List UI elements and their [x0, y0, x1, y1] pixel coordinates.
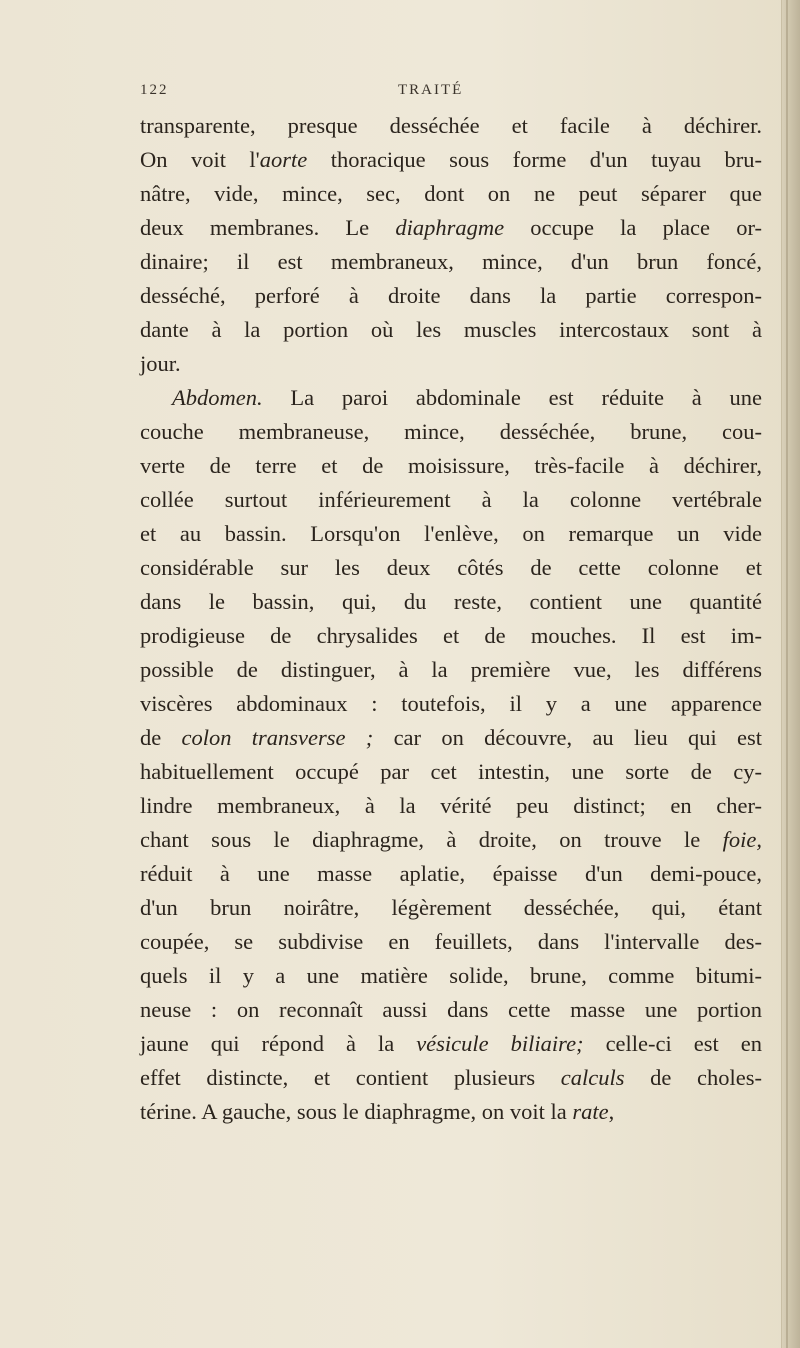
text-line	[140, 483, 762, 517]
body-text	[140, 109, 762, 1129]
text-line	[140, 1061, 762, 1095]
text-run: considérable sur les deux côtés de cette colonne et	[140, 555, 762, 580]
italic-term: aorte	[259, 147, 308, 172]
text-run: transparente, presque desséchée et facile à déchirer.	[140, 113, 762, 138]
text-line	[140, 823, 762, 857]
text-line	[140, 959, 762, 993]
text-run: habituellement occupé par cet intestin, une sorte de cy-	[140, 759, 762, 784]
text-run: viscères abdominaux : toutefois, il y a une apparence	[140, 691, 762, 716]
text-line	[140, 517, 762, 551]
text-run: verte de terre et de moisissure, très-facile à déchirer,	[140, 453, 762, 478]
text-run: La paroi abdominale est réduite à une	[262, 385, 762, 410]
text-run: réduit à une masse aplatie, épaisse d'un demi-pouce,	[140, 861, 762, 886]
text-line	[140, 449, 762, 483]
text-line	[140, 619, 762, 653]
text-run: couche membraneuse, mince, desséchée, brune, cou-	[140, 419, 762, 444]
text-line	[140, 313, 762, 347]
text-line	[140, 653, 762, 687]
text-run: dans le bassin, qui, du reste, contient une quantité	[140, 589, 762, 614]
italic-term: colon transverse ;	[181, 725, 374, 750]
text-line	[140, 347, 762, 381]
text-run: chant sous le diaphragme, à droite, on trouve le	[140, 827, 723, 852]
text-line	[140, 687, 762, 721]
text-line	[140, 415, 762, 449]
italic-term: Abdomen.	[172, 385, 263, 410]
text-line	[140, 857, 762, 891]
text-run: thoracique sous forme d'un tuyau bru-	[307, 147, 763, 172]
text-line	[140, 109, 762, 143]
text-run: occupe la place or-	[504, 215, 762, 240]
text-run: quels il y a une matière solide, brune, comme bitumi-	[140, 963, 762, 988]
italic-term: foie,	[722, 827, 762, 852]
text-run: dante à la portion où les muscles intercostaux sont à	[140, 317, 762, 342]
text-run: térine. A gauche, sous le diaphragme, on voit la	[140, 1099, 573, 1124]
text-run: prodigieuse de chrysalides et de mouches. Il est im-	[140, 623, 762, 648]
text-line	[140, 891, 762, 925]
text-run: celle-ci est en	[583, 1031, 762, 1056]
text-line	[140, 245, 762, 279]
text-run: d'un brun noirâtre, légèrement desséchée, qui, étant	[140, 895, 762, 920]
text-line	[140, 925, 762, 959]
text-line	[140, 755, 762, 789]
text-run: On voit l'	[140, 147, 260, 172]
italic-term: vésicule biliaire;	[416, 1031, 584, 1056]
page-number: 122	[140, 82, 169, 98]
text-line	[140, 721, 762, 755]
running-title: TRAITÉ	[398, 82, 464, 98]
text-run: collée surtout inférieurement à la colonne vertébrale	[140, 487, 762, 512]
running-head	[140, 82, 760, 106]
text-run: dinaire; il est membraneux, mince, d'un brun foncé,	[140, 249, 762, 274]
text-run: deux membranes. Le	[140, 215, 396, 240]
text-run: nâtre, vide, mince, sec, dont on ne peut séparer que	[140, 181, 762, 206]
text-line	[140, 177, 762, 211]
text-run: possible de distinguer, à la première vue, les différens	[140, 657, 762, 682]
italic-term: diaphragme	[395, 215, 505, 240]
italic-term: rate	[572, 1099, 609, 1124]
text-line	[140, 1095, 762, 1129]
text-run: lindre membraneux, à la vérité peu distinct; en cher-	[140, 793, 762, 818]
text-line	[140, 789, 762, 823]
text-run: de choles-	[624, 1065, 762, 1090]
text-run: ,	[608, 1099, 615, 1124]
text-line	[140, 381, 762, 415]
text-line	[140, 1027, 762, 1061]
text-line	[140, 585, 762, 619]
text-run: neuse : on reconnaît aussi dans cette masse une portion	[140, 997, 762, 1022]
text-line	[140, 211, 762, 245]
text-run: jaune qui répond à la	[140, 1031, 417, 1056]
text-line	[140, 551, 762, 585]
text-run: de	[140, 725, 182, 750]
text-run: jour.	[140, 351, 181, 376]
text-line	[140, 279, 762, 313]
page-edge-shadow	[781, 0, 800, 1348]
text-run: car on découvre, au lieu qui est	[373, 725, 762, 750]
text-line	[140, 993, 762, 1027]
text-run: desséché, perforé à droite dans la partie correspon-	[140, 283, 762, 308]
italic-term: calculs	[560, 1065, 625, 1090]
text-run: effet distincte, et contient plusieurs	[140, 1065, 561, 1090]
text-line	[140, 143, 762, 177]
text-run: et au bassin. Lorsqu'on l'enlève, on remarque un vide	[140, 521, 762, 546]
text-run: coupée, se subdivise en feuillets, dans l'intervalle des-	[140, 929, 762, 954]
